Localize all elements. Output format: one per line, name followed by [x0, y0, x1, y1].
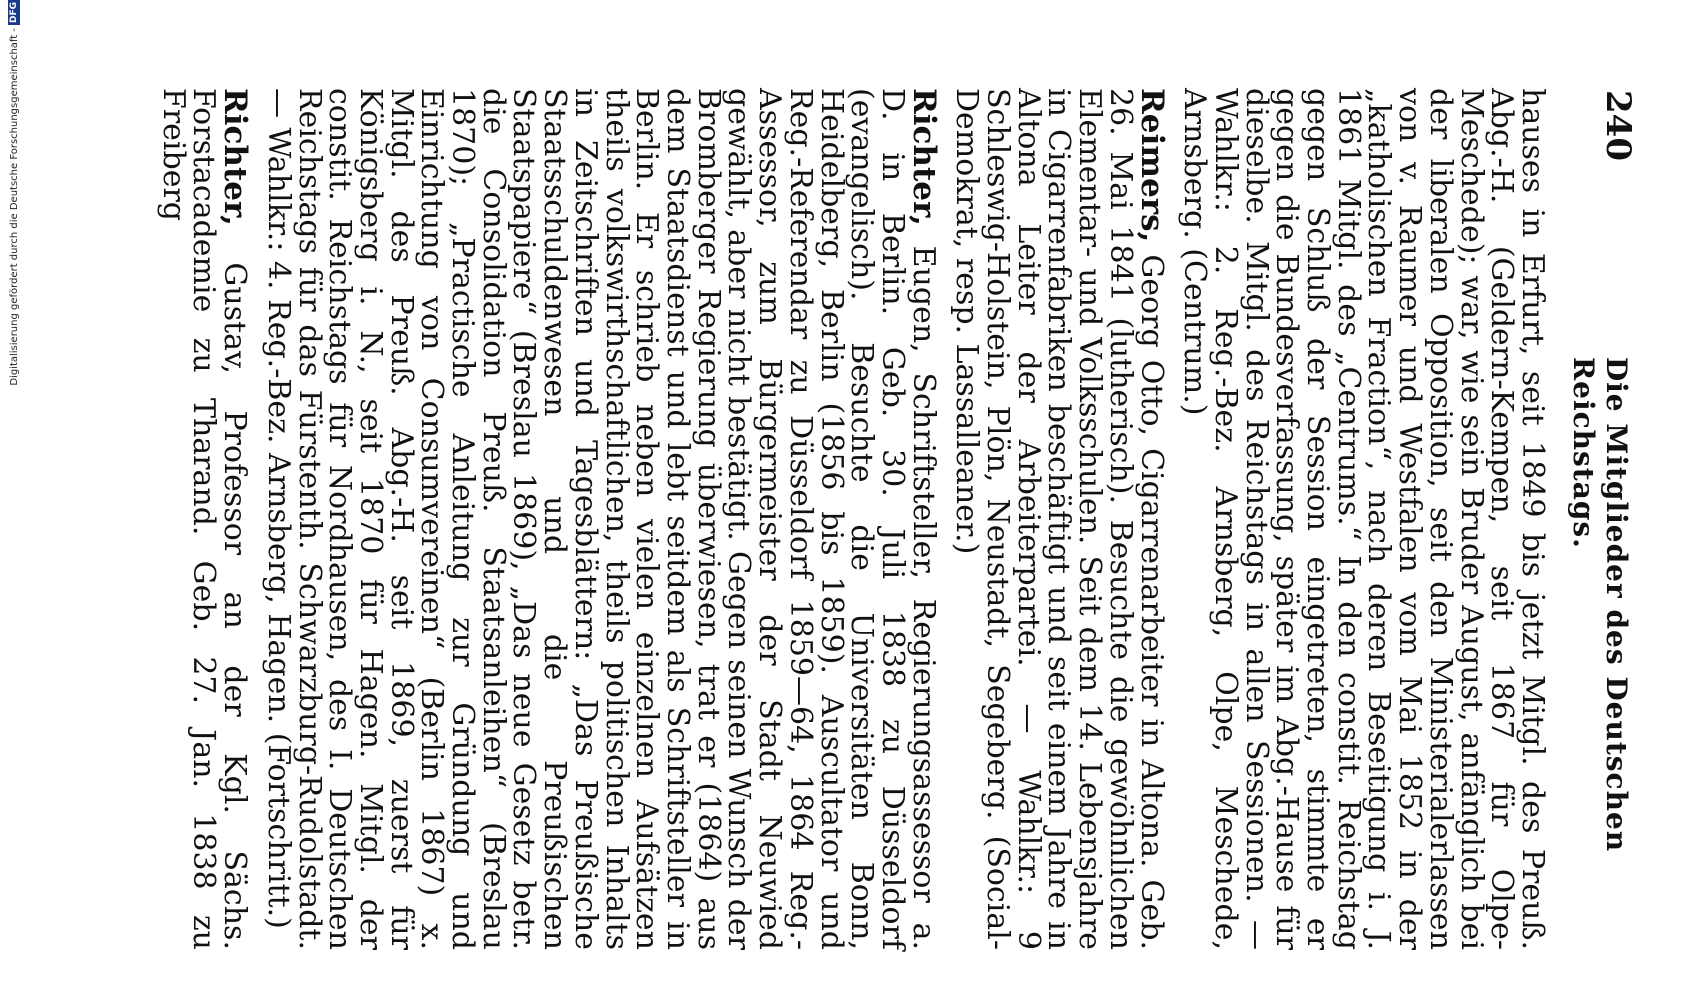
biography-entry-richter-gustav — [155, 88, 254, 950]
entry-text: Eugen, Schriftsteller, Regierungsassessor a. D. in Berlin. Geb. 30. Juli 1838 zu Düsseldorf (evangelisch). Besuchte die Universitäten Bonn, Heidelberg, Berlin (1856 bis 1859). Auscultator und Reg.-Referendar zu Düsseldorf 1859—64, 1864 Reg.-Assessor, zum Bürgermeister der Stadt Neuwied gewählt, aber nicht bestätigt. Gegen seinen Wunsch der Bromberger Regierung überwiesen, trat er (1864) aus dem Staatsdienst und lebt seitdem als Schriftsteller in Berlin. Er schrieb neben vielen einzelnen Aufsätzen theils volkswirthschaftlichen, theils politischen Inhalts in Zeitschriften und Tagesblättern: „Das Preußische Staatsschuldenwesen und die Preußischen Staatspapiere“ (Breslau 1869), „Das neue Gesetz betr. die Consolidation Preuß. Staatsanleihen“ (Breslau 1870); „Practische Anleitung zur Gründung und Einrichtung von Consumvereinen“ (Berlin 1867) x. Mitgl. des Preuß. Abg.-H. seit 1869, zuerst für Königsberg i. N., seit 1870 für Hagen. Mitgl. der constit. Reichstags für Nordhausen, des I. Deutschen Reichstags für das Fürstenth. Schwarzburg-Rudolstadt. — Wahlkr.: 4. Reg.-Bez. Arnsberg, Hagen. (Fortschritt.) — [260, 88, 941, 950]
page-header — [1567, 40, 1638, 960]
entry-name: Richter, — [217, 88, 254, 226]
credit-text: Digitalisierung gefördert durch die Deutsche Forschungsgemeinschaft - — [8, 28, 20, 386]
entry-name: Reimers, — [1133, 88, 1170, 243]
page-number: 240 — [1598, 90, 1638, 161]
dfg-logo: DFG — [9, 2, 19, 24]
entry-name: Richter, — [905, 88, 942, 226]
entry-text: Georg Otto, Cigarrenarbeiter in Altona. Geb. 26. Mai 1841 (lutherisch). Besuchte die gewöhnlichen Elementar- und Volksschulen. Seit dem 14. Lebensjahre in Cigarrenfabriken beschäftigt und seit einem Jahre in Altona Leiter der Arbeiterpartei. — Wahlkr.: 9 Schleswig-Holstein, Plön, Neustadt, Segeberg. (Social-Demokrat, resp. Lassalleaner.) — [949, 88, 1169, 950]
biography-entry-richter-eugen — [260, 88, 942, 950]
digitization-credit — [4, 0, 24, 1000]
body-text — [155, 40, 1550, 960]
biography-entry-reimers — [949, 88, 1170, 950]
running-title: Die Mitglieder des Deutschen Reichstags. — [1567, 356, 1633, 853]
paragraph-continuation: hauses in Erfurt, seit 1849 bis jetzt Mitgl. des Preuß. Abg.-H. (Geldern-Kempen, seit 1867 für Olpe-Meschede); war, wie sein Bruder August, anfänglich bei der liberalen Opposition, seit den Ministerialerlassen von v. Raumer und Westfalen vom Mai 1852 in der „katholischen Fraction“, nach deren Beseitigung i. J. 1861 Mitgl. des „Centrums.“ In den constit. Reichstag gegen Schluß der Session eingetreten, stimmte er gegen die Bundesverfassung, später im Abg.-Hause für dieselbe. Mitgl. des Reichstags in allen Sessionen. — Wahlkr.: 2. Reg.-Bez. Arnsberg, Olpe, Meschede, Arnsberg. (Centrum.) — [1177, 88, 1550, 950]
entry-text: Gustav, Professor an der Kgl. Sächs. Forstacademie zu Tharand. Geb. 27. Jan. 1838 zu Freiberg — [155, 88, 253, 950]
